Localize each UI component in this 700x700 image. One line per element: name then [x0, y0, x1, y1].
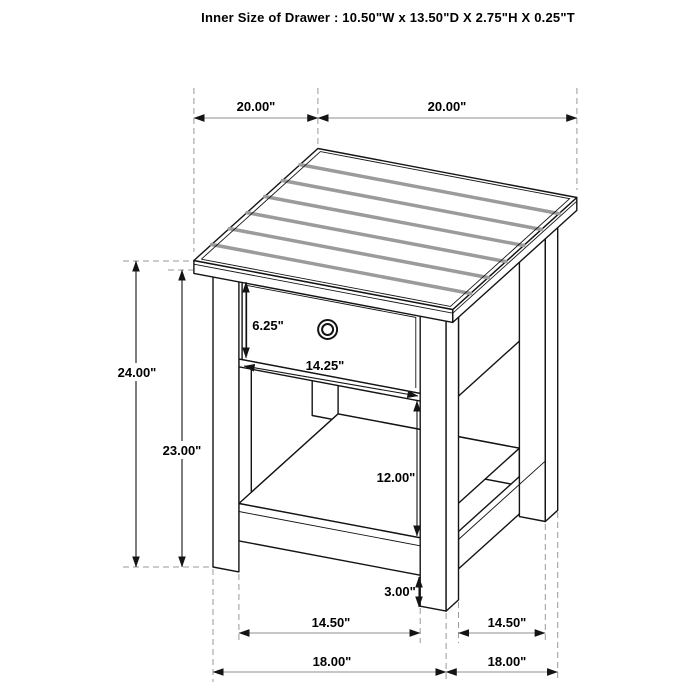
dim-label-underside-height: 23.00": [162, 443, 202, 458]
dim-label-floor-clearance: 3.00": [384, 584, 416, 599]
end-table-line-art: [194, 149, 577, 612]
dim-label-top-left-20: 20.00": [236, 99, 276, 114]
dim-label-base-width: 18.00": [312, 654, 352, 669]
dim-label-drawer-height: 6.25": [252, 318, 284, 333]
drawing-title: Inner Size of Drawer : 10.50"W x 13.50"D X 2.75"H X 0.25"T: [201, 10, 575, 25]
dim-label-drawer-width: 14.25": [305, 358, 345, 373]
dim-label-overall-height: 24.00": [117, 365, 157, 380]
dim-label-front-leg-span: 14.50": [311, 615, 351, 630]
dim-label-side-leg-span: 14.50": [487, 615, 527, 630]
dim-label-shelf-clearance: 12.00": [376, 470, 416, 485]
dim-label-base-depth: 18.00": [487, 654, 527, 669]
dim-label-top-right-20: 20.00": [427, 99, 467, 114]
drawer-knob: [318, 320, 337, 339]
